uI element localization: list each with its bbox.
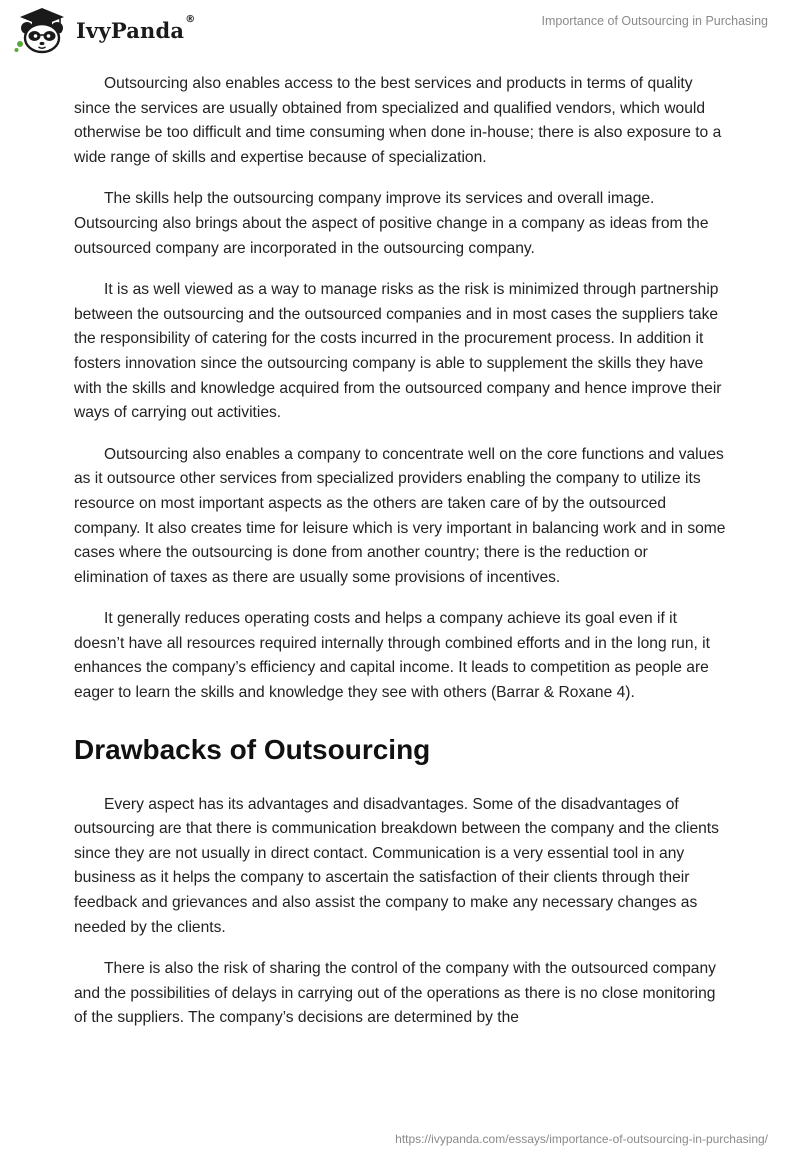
registered-mark: ® (185, 13, 196, 25)
paragraph: It generally reduces operating costs and helps a company achieve its goal even if it doesn’t have all resources required internally through combined efforts and in the long run, it enhances the company’s efficiency and capital income. It leads to competition as people are eager to learn the skills and knowledge they see with others (Barrar & Roxane 4). (74, 610, 710, 702)
paragraph: The skills help the outsourcing company improve its services and overall image. Outsourcing also brings about the aspect of positive change in a company as ideas from the outsourced company are incorporated in the outsourcing company. (74, 190, 709, 257)
brand-name-text: IvyPanda (76, 17, 185, 43)
paragraph: Every aspect has its advantages and disadvantages. Some of the disadvantages of outsourcing are that there is communication breakdown between the company and the clients since they are not usually in direct contact. Communication is a very essential tool in any business as it helps the company to ascertain the satisfaction of their clients through their feedback and grievances and also assist the company to make any necessary changes as needed by the clients. (74, 795, 719, 936)
panda-graduate-icon (14, 6, 70, 54)
document-title: Importance of Outsourcing in Purchasing (541, 14, 768, 28)
essay-content (74, 72, 726, 1048)
page-header (0, 0, 800, 66)
source-url[interactable]: https://ivypanda.com/essays/importance-of-outsourcing-in-purchasing/ (395, 1132, 768, 1146)
paragraph: There is also the risk of sharing the control of the company with the outsourced company and the possibilities of delays in carrying out of the operations as there is no close monitoring of the suppliers. The company’s decisions are determined by the (74, 960, 716, 1027)
paragraph: Outsourcing also enables a company to concentrate well on the core functions and values as it outsource other services from specialized providers enabling the company to utilize its resource on most important aspects as the others are taken care of by the outsourced company. It also creates time for leisure which is very important in balancing work and in some cases where the outsourcing is done from another country; there is the reduction or elimination of taxes as there are usually some provisions of incentives. (74, 445, 726, 586)
brand-name (76, 13, 196, 43)
section-heading: Drawbacks of Outsourcing (74, 733, 431, 765)
brand-logo[interactable] (14, 6, 195, 54)
paragraph: Outsourcing also enables access to the best services and products in terms of quality since the services are usually obtained from specialized and qualified vendors, which would otherwise be too difficult and time consuming when done in-house; there is also exposure to a wide range of skills and expertise because of specialization. (74, 75, 722, 166)
paragraph: It is as well viewed as a way to manage risks as the risk is minimized through partnership between the outsourcing and the outsourced companies and in most cases the suppliers take the responsibility of catering for the costs incurred in the procurement process. In addition it fosters innovation since the outsourcing company is able to supplement the skills they have with the skills and knowledge acquired from the outsourced company and hence improve their ways of carrying out activities. (74, 281, 722, 422)
